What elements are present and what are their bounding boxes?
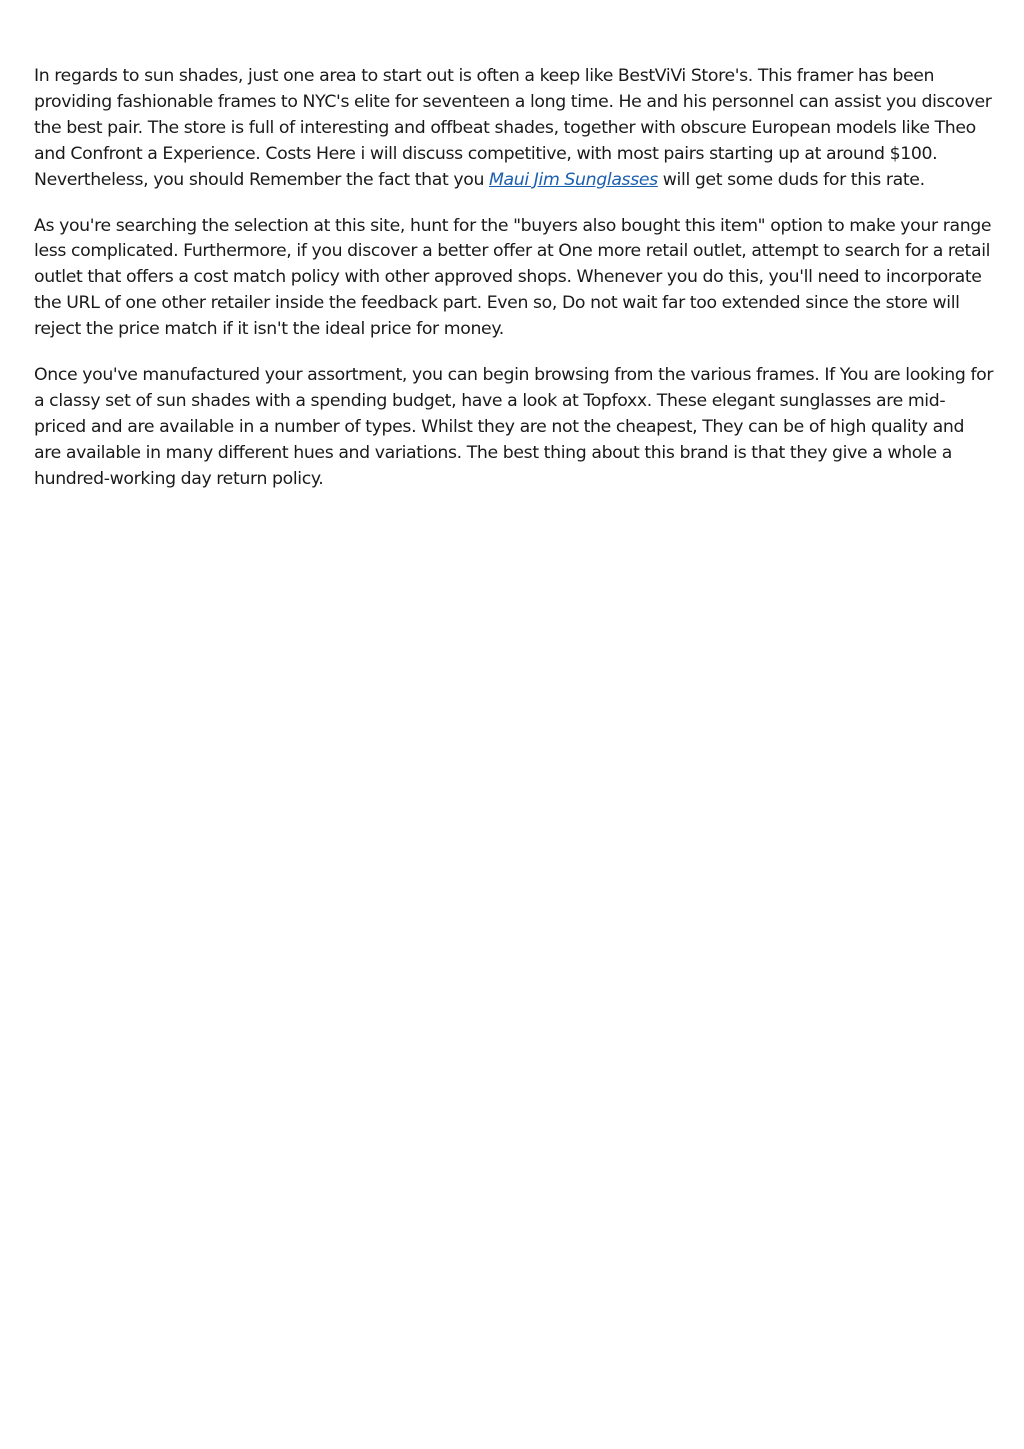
paragraph-3: Once you've manufactured your assortment, you can begin browsing from the various frames. If You are looking for a classy set of sun shades with a spending budget, have a look at Topfoxx. These elegant sunglasses are mid-priced and are available in a number of types. Whilst they are not the cheapest, They can be of high quality and are available in many different hues and variations. The best thing about this brand is that they give a whole a hundred-working day return policy.	[34, 365, 994, 489]
paragraph-1	[34, 64, 994, 194]
paragraph-1-text-before: In regards to sun shades, just one area to start out is often a keep like BestViVi Store's. This framer has been providing fashionable frames to NYC's elite for seventeen a long time. He and his personnel can assist you discover the best pair. The store is full of interesting and offbeat shades, together with obscure European models like Theo and Confront a Experience. Costs Here i will discuss competitive, with most pairs starting up at around $100. Nevertheless, you should Remember the fact that you	[34, 66, 992, 190]
paragraph-1-text-after: will get some duds for this rate.	[657, 169, 925, 190]
document-body	[34, 64, 994, 513]
maui-jim-sunglasses-link[interactable]: Maui Jim Sunglasses	[489, 169, 658, 190]
paragraph-2: As you're searching the selection at this site, hunt for the "buyers also bought this item" option to make your range less complicated. Furthermore, if you discover a better offer at One more retail outlet, attempt to search for a retail outlet that offers a cost match policy with other approved shops. Whenever you do this, you'll need to incorporate the URL of one other retailer inside the feedback part. Even so, Do not wait far too extended since the store will reject the price match if it isn't the ideal price for money.	[34, 215, 992, 340]
